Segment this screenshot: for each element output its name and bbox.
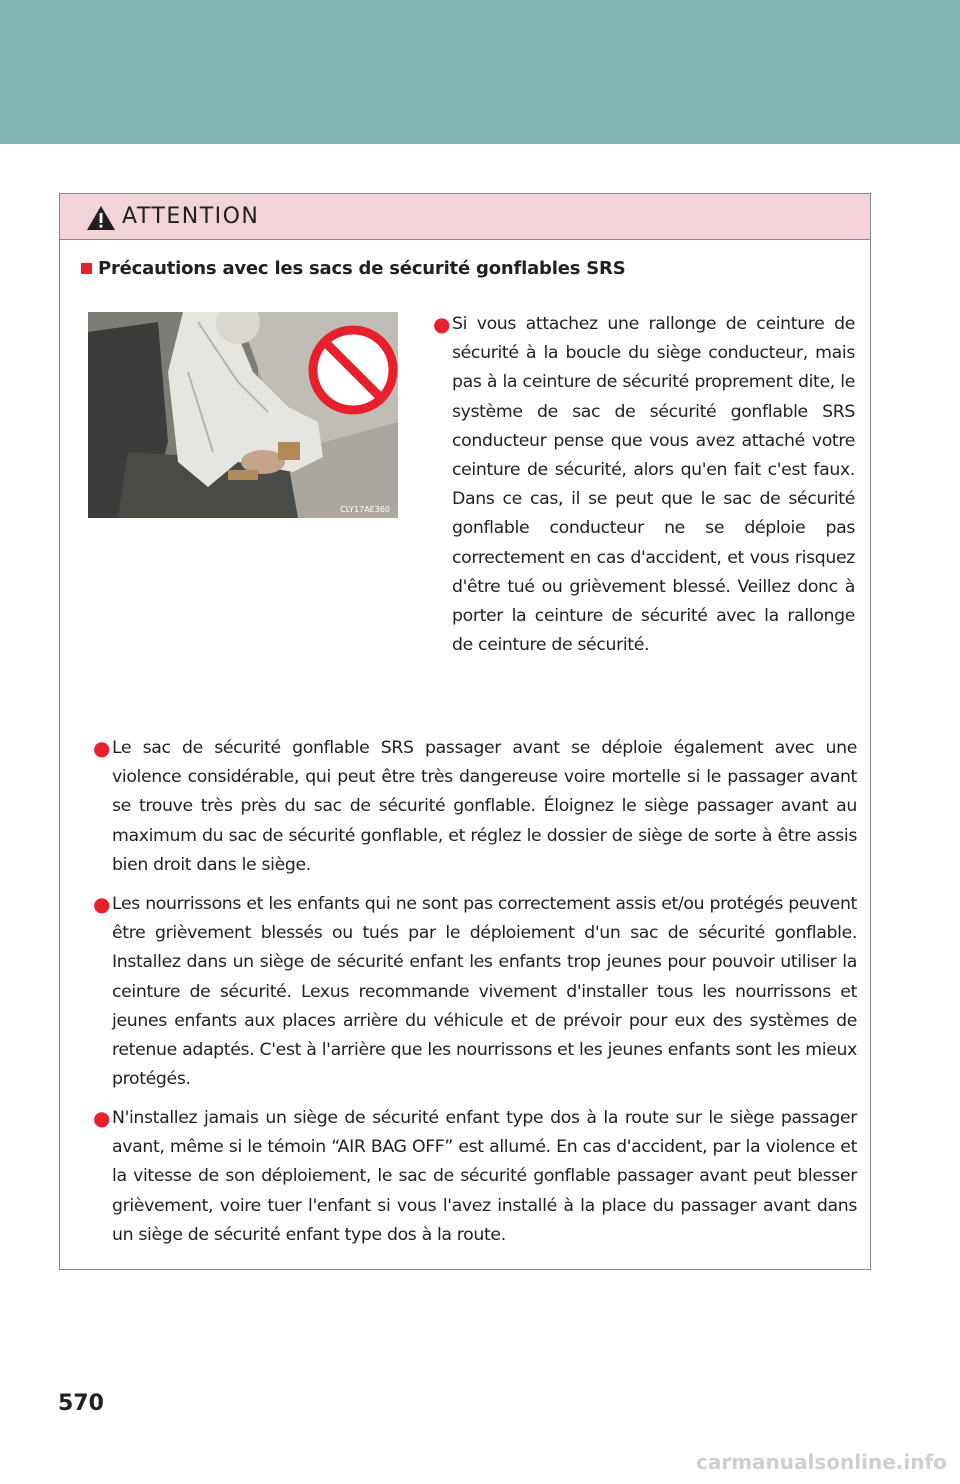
section-heading	[81, 258, 625, 279]
seatbelt-extender-illustration	[88, 312, 398, 518]
paragraph-4	[93, 1104, 857, 1250]
bullet-icon: ●	[93, 1106, 111, 1130]
paragraph-text: Les nourrissons et les enfants qui ne sont pas correctement assis et/ou protégés peuvent être grièvement blessés ou tués par le déploiement d'un sac de sécurité gonflable. Installez dans un siège de sécurité enfant les enfants trop jeunes pour pouvoir utiliser la ceinture de sécurité. Lexus recommande vivement d'installer tous les nourrissons et jeunes enfants aux places arrière du véhicule et de prévoir pour eux des systèmes de retenue adaptés. C'est à l'arrière que les nourrissons et les jeunes enfants sont les mieux protégés.	[112, 894, 857, 1090]
warning-triangle-icon	[86, 205, 116, 231]
image-code: CLY17AE360	[340, 505, 390, 514]
watermark: carmanualsonline.info	[696, 1450, 947, 1474]
paragraph-3	[93, 890, 857, 1094]
paragraph-2	[93, 734, 857, 880]
page-number: 570	[58, 1391, 104, 1416]
attention-title: ATTENTION	[122, 204, 260, 229]
paragraph-text: Le sac de sécurité gonflable SRS passager avant se déploie également avec une violence considérable, qui peut être très dangereuse voire mortelle si le passager avant se trouve très près du sac de sécurité gonflable. Éloignez le siège passager avant au maximum du sac de sécurité gonflable, et réglez le dossier de siège de sorte à être assis bien droit dans le siège.	[112, 738, 857, 875]
paragraph-text: Si vous attachez une rallonge de ceinture de sécurité à la boucle du siège conducteur, mais pas à la ceinture de sécurité proprement dite, le système de sac de sécurité gonflable SRS conducteur pense que vous avez attaché votre ceinture de sécurité, alors qu'en fait c'est faux. Dans ce cas, il se peut que le sac de sécurité gonflable conducteur ne se déploie pas correctement en cas d'accident, et vous risquez d'être tué ou grièvement blessé. Veillez donc à porter la ceinture de sécurité avec la rallonge de ceinture de sécurité.	[452, 314, 855, 656]
section-heading-text: Précautions avec les sacs de sécurité gonflables SRS	[98, 258, 626, 279]
attention-box	[59, 193, 871, 1270]
paragraph-text: N'installez jamais un siège de sécurité enfant type dos à la route sur le siège passager avant, même si le témoin “AIR BAG OFF” est allumé. En cas d'accident, par la violence et la vitesse de son déploiement, le sac de sécurité gonflable passager avant peut blesser grièvement, voire tuer l'enfant si vous l'avez installé à la place du passager avant dans un siège de sécurité enfant type dos à la route.	[112, 1108, 857, 1245]
paragraph-1	[433, 310, 855, 660]
header-band	[0, 0, 960, 144]
square-bullet-icon	[81, 263, 92, 274]
bullet-icon: ●	[93, 892, 111, 916]
bullet-icon: ●	[93, 736, 111, 760]
attention-header	[60, 194, 870, 240]
bullet-icon: ●	[433, 312, 451, 336]
